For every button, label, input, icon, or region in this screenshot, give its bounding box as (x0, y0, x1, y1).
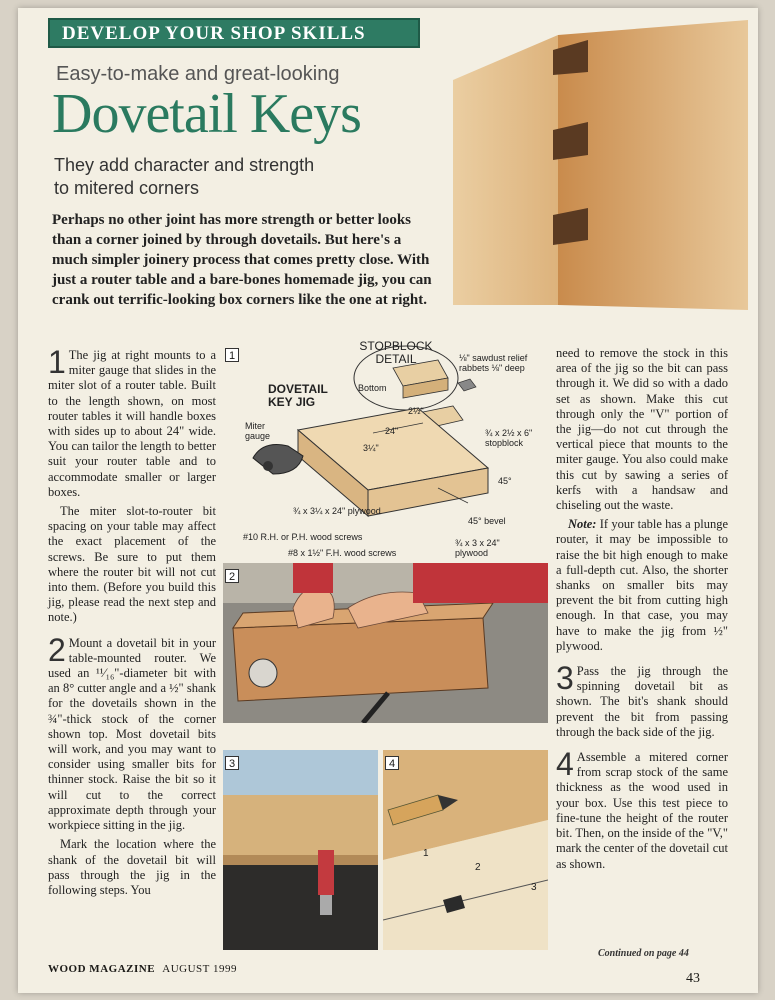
section-label: DEVELOP YOUR SHOP SKILLS (62, 23, 366, 44)
step-4-number: 4 (556, 746, 574, 783)
step-2-paragraph-2: Mark the location where the shank of the dovetail bit will pass through the jig in the following steps. You (48, 837, 216, 897)
note-text: If your table has a plunge router, it may be impossible to raise the bit high enough to make a full-depth cut. Also, the shorter shanks on smaller bits may prevent the bit from cutting high enough. In that case, you may have to make the jig from ½" plywood. (556, 517, 728, 653)
miter-gauge-label: Miter gauge (245, 421, 271, 441)
stopblock-label: ¾ x 2½ x 6" stopblock (485, 428, 533, 448)
article-intro: Perhaps no other joint has more strength or better looks than a corner joined by through dovetails. But here's a much simpler joinery process that comes pretty close. With just a router table and a bare-bones homemade jig, you can crank out terrific-looking box corners like the one at right. (52, 212, 432, 308)
stopblock-detail-label: STOPBLOCK DETAIL (359, 339, 433, 366)
article-kicker: Easy-to-make and great-looking (56, 63, 340, 85)
ruler-mark-2: 2 (475, 862, 481, 873)
issue-date: AUGUST 1999 (162, 963, 237, 975)
plywood-a-label: ¾ x 3¼ x 24" plywood (293, 506, 381, 516)
subtitle-line-1: They add character and strength (54, 155, 315, 175)
magazine-name: WOOD MAGAZINE (48, 963, 156, 975)
cutting-jig-illustration (223, 563, 548, 723)
continued-note: Continued on page 44 (598, 948, 689, 959)
bottom-label: Bottom (358, 383, 387, 393)
figure-1-number: 1 (225, 348, 239, 362)
screws-10-label: #10 R.H. or P.H. wood screws (243, 532, 363, 542)
figure-3-photo (223, 750, 378, 950)
column-3 (556, 346, 728, 876)
step-1-paragraph-2: The miter slot-to-router bit spacing on your table may affect the exact placement of the screws. Be sure to put them where the router bit will not cut into them. (Before you build this jig, please read the next step and note.) (48, 504, 216, 625)
article-subtitle (54, 154, 414, 200)
marking-center-illustration (383, 750, 548, 950)
figure-3-number: 3 (225, 756, 239, 770)
sawdust-relief-label: ⅛" sawdust relief rabbets ⅛" deep (459, 353, 528, 373)
step-4-text: Assemble a mitered corner from scrap stock of the same thickness as the wood used in your box. Use this test piece to fine-tune the height of the router bit. Then, on the inside of the "V," mark the center of the dovetail cut as shown. (556, 750, 728, 871)
step-1-number: 1 (48, 344, 66, 380)
step-3-text: Pass the jig through the spinning dovetail bit as shown. The bit's shank should prevent the bit from passing through the back side of the jig. (556, 664, 728, 739)
dim-24-label: 24" (385, 426, 399, 436)
magazine-page (18, 8, 758, 993)
jig-title-label: DOVETAIL KEY JIG (268, 382, 328, 409)
bevel-label: 45° bevel (468, 516, 506, 526)
column-1 (48, 344, 216, 902)
figure-4-number: 4 (385, 756, 399, 770)
figure-2-photo (223, 563, 548, 723)
article-title: Dovetail Keys (52, 83, 361, 145)
figure-2-number: 2 (225, 569, 239, 583)
step-1-text: The jig at right mounts to a miter gauge that slides in the miter slot of a router table. Built to the length shown, on most router tables it will handle boxes with sides up to about 24" wide. You can tailor the length to better suit your router table and to accommodate smaller or larger boxes. (48, 348, 216, 499)
dim-3quarter-label: 3¼" (363, 443, 379, 453)
step-2-continued: need to remove the stock in this area of the jig so the bit can pass through it. We did so with a dado set as shown. Make this cut through only the "V" portion of the jig—do not cut through the vertical piece that mounts to the miter gauge. You also could make this cut by sawing a series of kerfs with a handsaw and chiseling out the waste. (556, 346, 728, 513)
screws-8-label: #8 x 1½" F.H. wood screws (288, 548, 397, 558)
dim-2half-label: 2½" (408, 406, 424, 416)
angle-45-label: 45° (498, 476, 512, 486)
figure-4-photo (383, 750, 548, 950)
step-3-number: 3 (556, 660, 574, 697)
ruler-mark-3: 3 (531, 882, 537, 893)
plywood-b-label: ¾ x 3 x 24" plywood (455, 538, 500, 558)
bit-through-jig-illustration (223, 750, 378, 950)
ruler-mark-1: 1 (423, 848, 429, 859)
section-banner (48, 18, 420, 48)
page-number: 43 (686, 971, 700, 986)
note-label: Note: (568, 517, 597, 532)
step-2-text: Mount a dovetail bit in your table-mounted router. We used an ¹¹⁄₁₆"-diameter bit with an 8° cutter angle and a ½" shank for the dovetails shown in the ¾"-thick stock of the corner shown top. Most dovetail bits will work, and you may want to consider using smaller bits for thinner stock. Raise the bit so it will cut to the correct approximate depth through your workpiece sitting in the jig. (48, 635, 216, 833)
step-2-number: 2 (48, 631, 66, 668)
figure-1-jig-diagram (223, 338, 548, 558)
footer-credit (48, 963, 237, 975)
subtitle-line-2: to mitered corners (54, 178, 200, 198)
dovetail-corner-photo (448, 20, 748, 310)
